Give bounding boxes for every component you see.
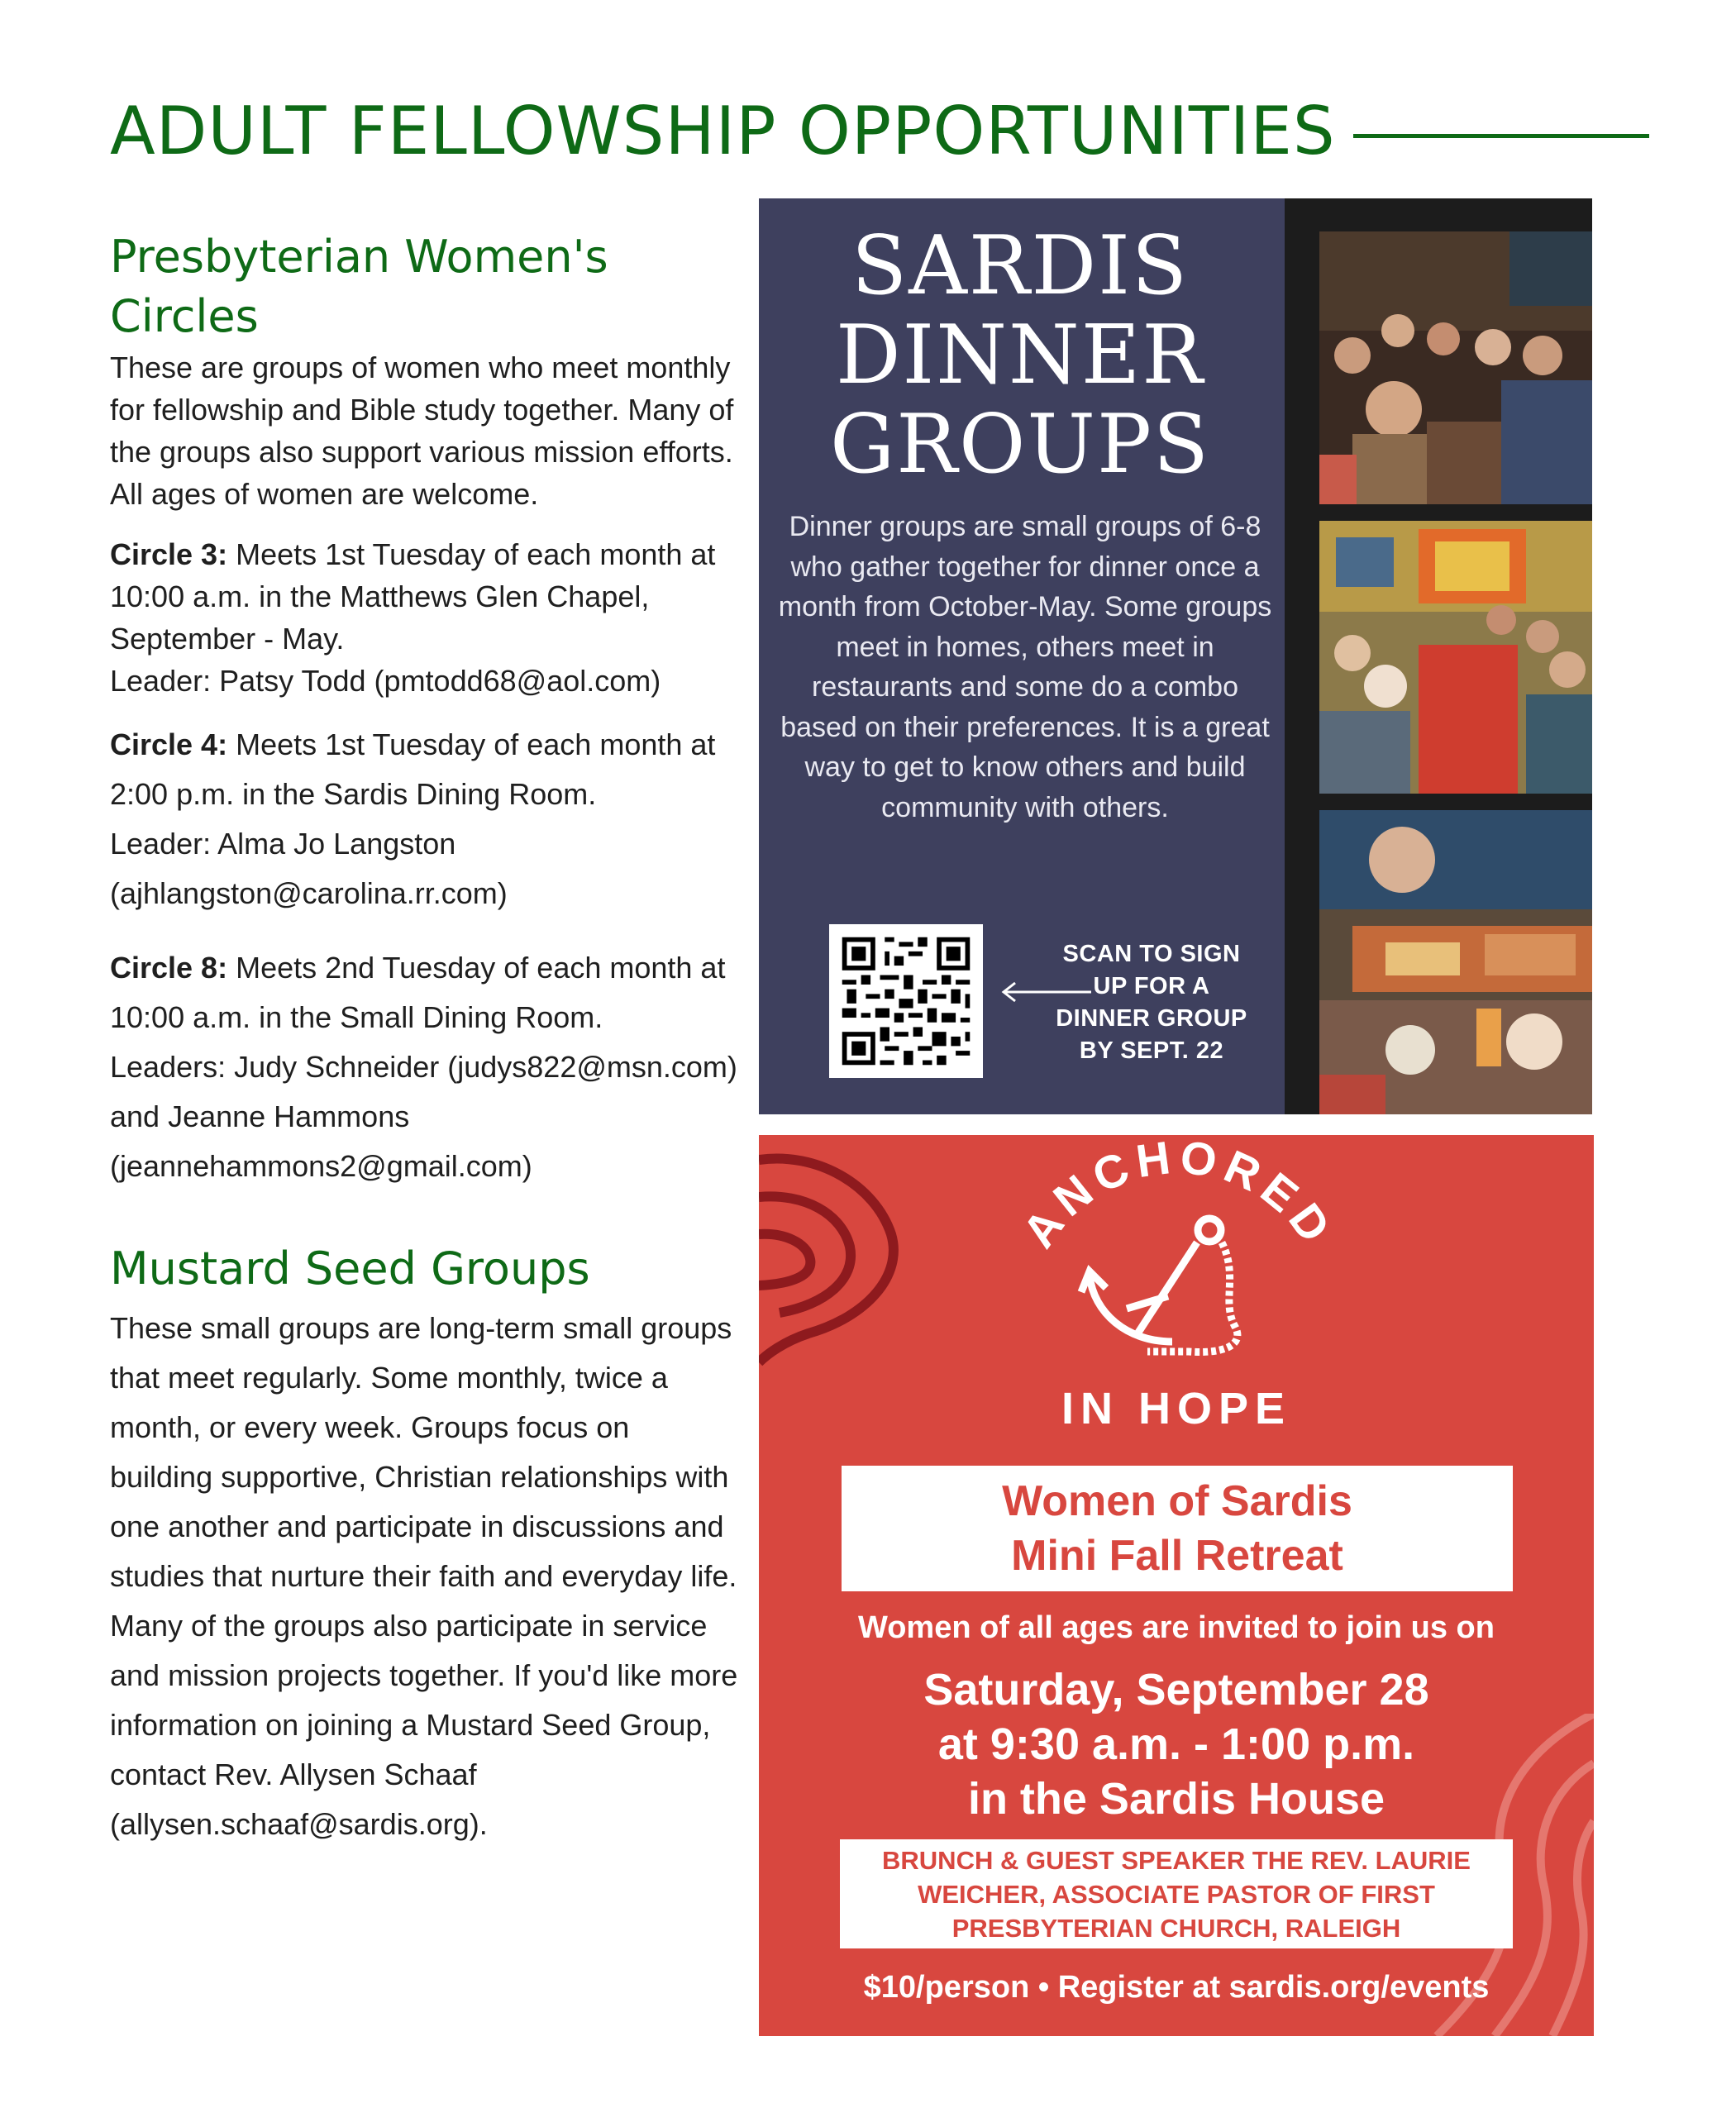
circle-3-leader: Leader: Patsy Todd (pmtodd68@aol.com) [110,664,661,698]
cta-line4: BY SEPT. 22 [1079,1037,1224,1064]
dinner-title [759,219,1281,492]
retreat-date: Saturday, September 28 [923,1665,1429,1715]
circle-4-leader: Leader: Alma Jo Langston (ajhlangston@carolina.rr.com) [110,827,508,910]
speaker-line1: BRUNCH & GUEST SPEAKER THE REV. LAURIE [882,1845,1471,1875]
cta-line2: UP FOR A [1093,973,1210,999]
dinner-title-line2: DINNER [835,308,1205,403]
circle-3-label: Circle 3: [110,537,228,571]
dinner-photo-1 [1319,231,1592,504]
register-link[interactable]: $10/person • Register at sardis.org/events [863,1970,1490,2005]
left-column [110,227,738,1849]
svg-text:ANCHORED [1012,1135,1344,1257]
retreat-invite: Women of all ages are invited to join us on [858,1610,1495,1645]
mustard-body: These small groups are long-term small groups that meet regularly. Some monthly, twice a month, or every week. Groups focus on building supportive, Christian relationships with one another and participate in discussions and studies that nurture their faith and everyday life. Many of the groups also participate in service and mission projects together. If you'd like more information on joining a Mustard Seed Group, contact Rev. Allysen Schaaf (allysen.schaaf@sardis.org). [110,1311,738,1841]
title-rule [1353,134,1649,138]
speaker-line3: PRESBYTERIAN CHURCH, RALEIGH [951,1913,1401,1943]
circle-4-label: Circle 4: [110,727,228,761]
cta-line3: DINNER GROUP [1056,1005,1247,1032]
signup-qr-code[interactable] [829,924,983,1078]
retreat-title-box [842,1466,1513,1591]
page-title: ADULT FELLOWSHIP OPPORTUNITIES [110,93,1336,169]
circle-8-details: Meets 2nd Tuesday of each month at 10:00 a.m. in the Small Dining Room. [110,951,726,1034]
circle-4-details: Meets 1st Tuesday of each month at 2:00 p.m. in the Sardis Dining Room. [110,727,716,811]
photo-filmstrip [1285,198,1592,1114]
dinner-description: Dinner groups are small groups of 6-8 who gather together for dinner once a month from October-May. Some groups meet in homes, others meet in restaurants and some do a combo based on their preferences. It is a great way to get to know others and build community with others. [778,511,1272,823]
retreat-time: at 9:30 a.m. - 1:00 p.m. [937,1719,1415,1769]
retreat-location: in the Sardis House [967,1774,1385,1824]
signup-call-to-action [1032,938,1271,1067]
circle-3-details: Meets 1st Tuesday of each month at 10:00 a.m. in the Matthews Glen Chapel, September - May. [110,537,716,656]
in-hope-text: IN HOPE [1061,1384,1292,1433]
retreat-logo [759,1135,1594,1383]
circles-heading-line1: Presbyterian Women's [110,231,608,283]
dinner-title-line3: GROUPS [829,398,1211,492]
retreat-title-line1: Women of Sardis [1002,1477,1352,1525]
speaker-line2: WEICHER, ASSOCIATE PASTOR OF FIRST [918,1879,1435,1909]
retreat-card [759,1135,1594,2036]
dinner-title-line1: SARDIS [851,219,1190,313]
circles-intro: These are groups of women who meet monthly for fellowship and Bible study together. Many of the groups also support various mission efforts. All ages of women are welcome. [110,351,734,511]
anchored-arc-text: ANCHORED [1012,1135,1345,1257]
circles-heading [110,227,738,346]
circle-4 [110,720,738,918]
qr-code-icon [837,932,975,1070]
retreat-title-line2: Mini Fall Retreat [1011,1532,1343,1580]
dinner-photo-3 [1319,810,1592,1114]
speaker-box [840,1839,1513,1948]
anchor-icon [1081,1219,1238,1352]
circle-8 [110,943,738,1191]
circle-3 [110,533,738,702]
circle-8-leader: Leaders: Judy Schneider (judys822@msn.com) and Jeanne Hammons (jeannehammons2@gmail.com) [110,1050,737,1183]
dinner-groups-card [759,198,1592,1114]
dinner-photo-2 [1319,521,1592,794]
cta-line1: SCAN TO SIGN [1062,941,1241,967]
circle-8-label: Circle 8: [110,951,228,985]
mustard-heading: Mustard Seed Groups [110,1242,590,1295]
circles-heading-line2: Circles [110,290,259,342]
